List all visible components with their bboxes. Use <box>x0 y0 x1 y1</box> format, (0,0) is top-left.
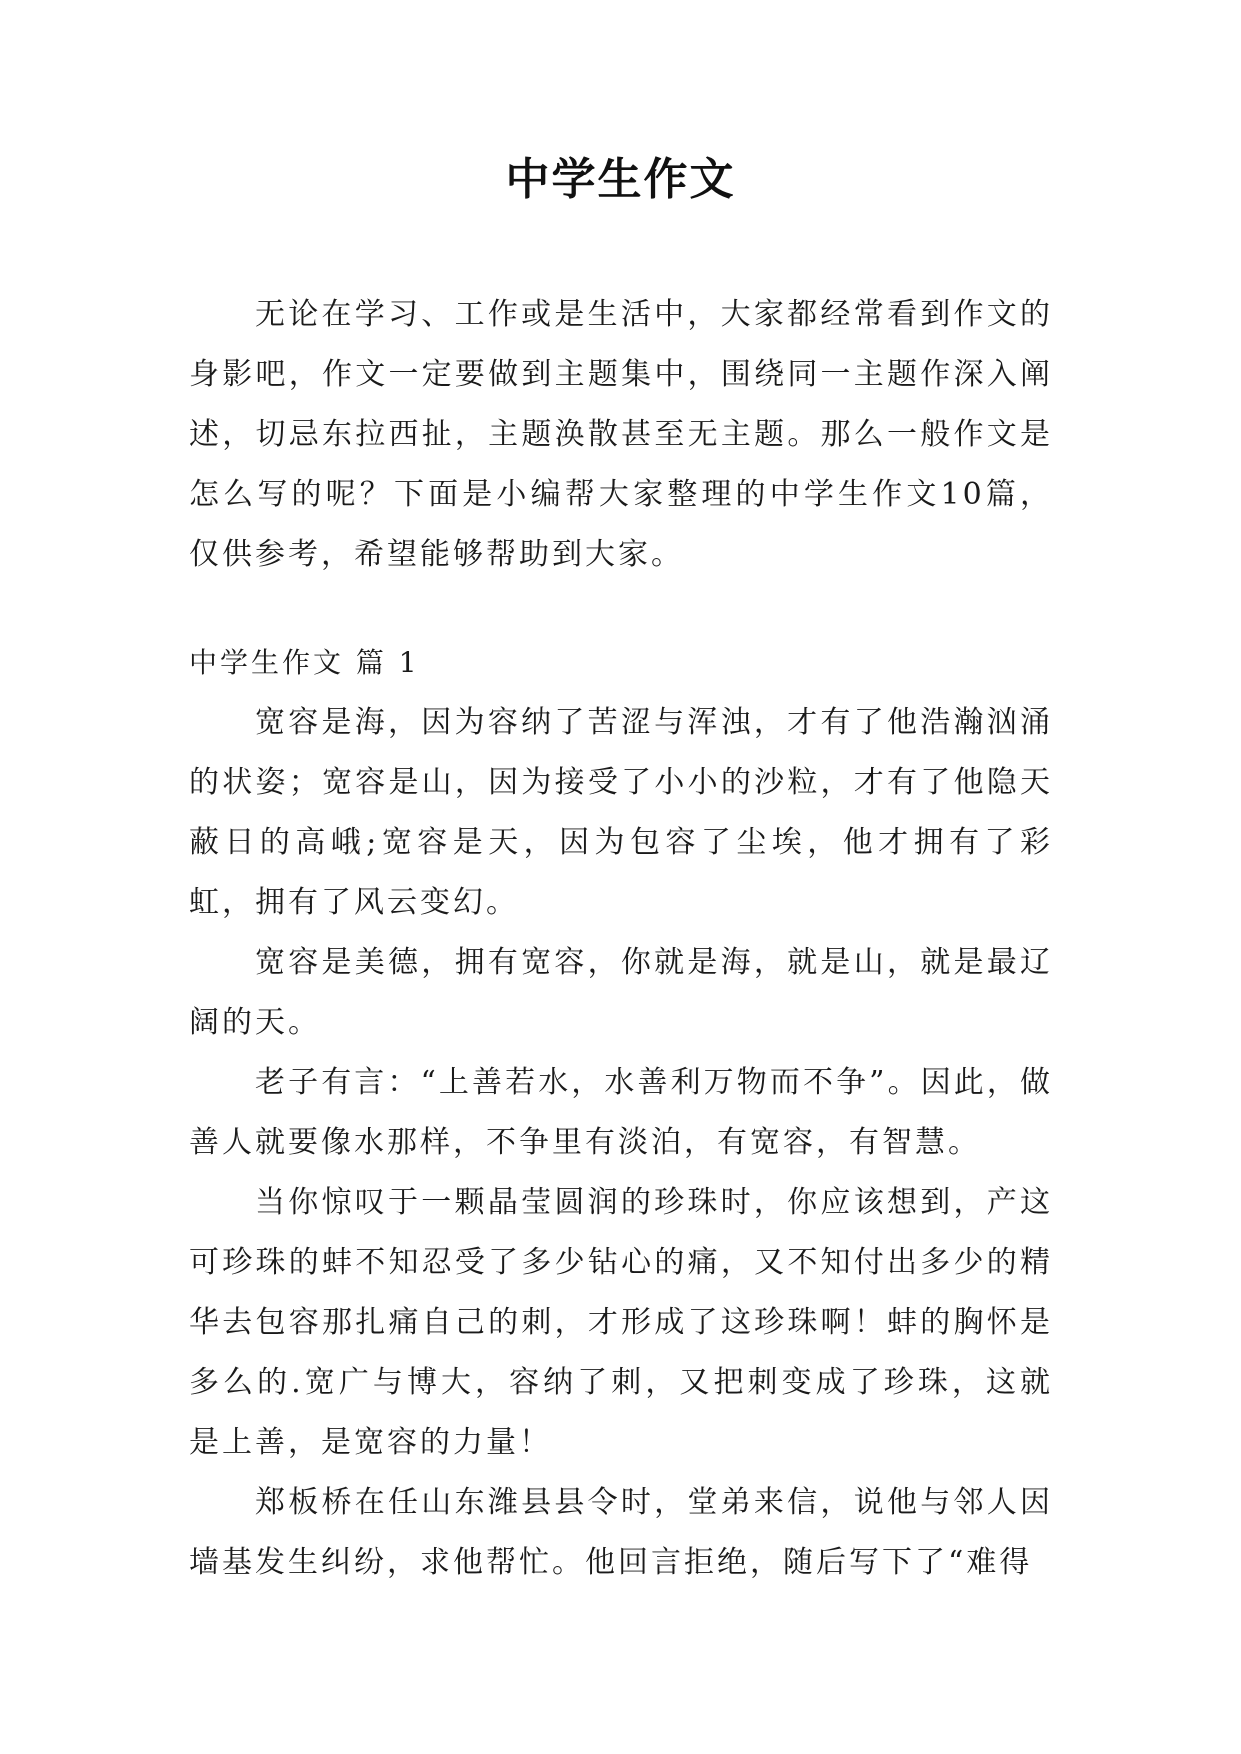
body-paragraph: 宽容是海，因为容纳了苦涩与浑浊，才有了他浩瀚汹涌的状姿；宽容是山，因为接受了小小的沙粒，才有了他隐天蔽日的高峨;宽容是天，因为包容了尘埃，他才拥有了彩虹，拥有了风云变幻。 <box>189 705 1053 920</box>
body-paragraph: 老子有言：“上善若水，水善利万物而不争”。因此，做善人就要像水那样，不争里有淡泊，有宽容，有智慧。 <box>189 1065 1053 1160</box>
body-paragraph: 宽容是美德，拥有宽容，你就是海，就是山，就是最辽阔的天。 <box>189 945 1053 1040</box>
body-paragraph: 当你惊叹于一颗晶莹圆润的珍珠时，你应该想到，产这可珍珠的蚌不知忍受了多少钻心的痛，又不知付出多少的精华去包容那扎痛自己的刺，才形成了这珍珠啊！蚌的胸怀是多么的.宽广与博大，容纳了刺，又把刺变成了珍珠，这就是上善，是宽容的力量！ <box>189 1185 1053 1460</box>
intro-paragraph: 无论在学习、工作或是生活中，大家都经常看到作文的身影吧，作文一定要做到主题集中，围绕同一主题作深入阐述，切忌东拉西扯，主题涣散甚至无主题。那么一般作文是怎么写的呢？下面是小编帮大家整理的中学生作文10篇，仅供参考，希望能够帮助到大家。 <box>189 297 1053 572</box>
body-paragraph: 郑板桥在任山东潍县县令时，堂弟来信，说他与邻人因墙基发生纠纷，求他帮忙。他回言拒绝，随后写下了“难得 <box>189 1485 1053 1580</box>
document-title: 中学生作文 <box>505 154 736 205</box>
section-heading: 中学生作文 篇 1 <box>189 646 420 679</box>
